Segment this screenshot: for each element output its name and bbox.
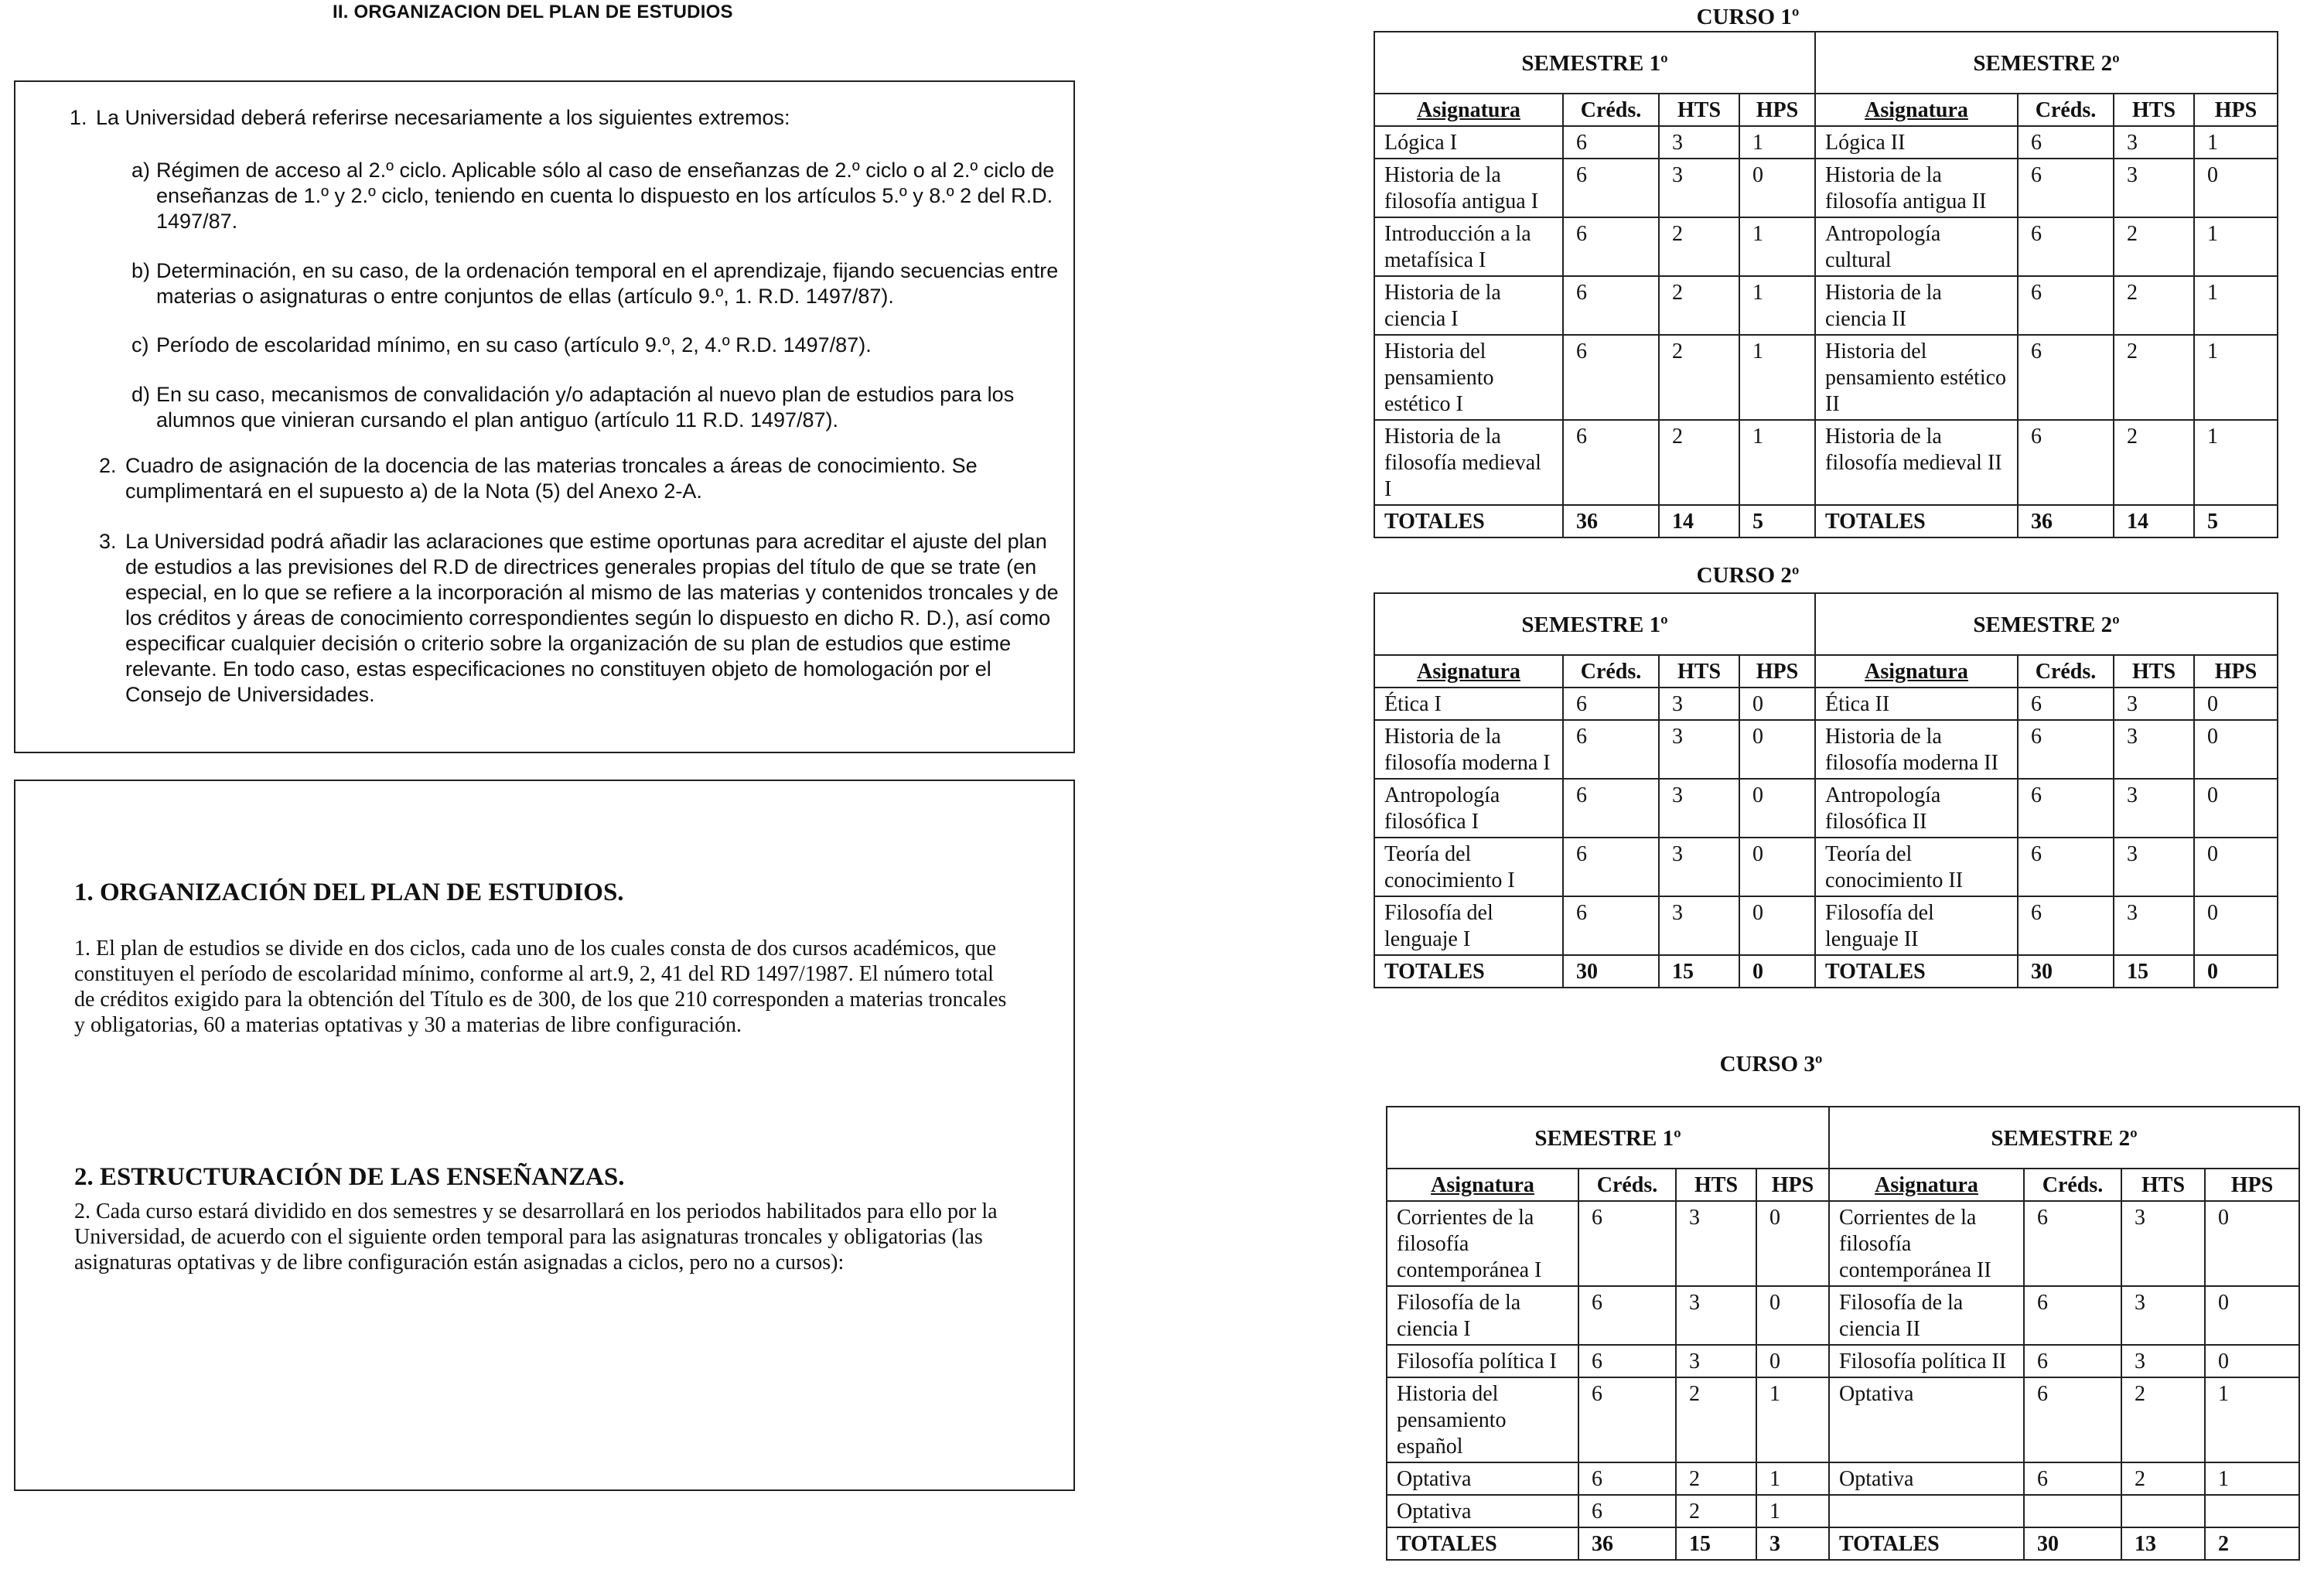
subject-cell: Filosofía de la ciencia II	[1829, 1286, 2024, 1345]
value-cell: 6	[2024, 1286, 2121, 1345]
value-cell: 3	[2121, 1345, 2205, 1377]
item-text: La Universidad deberá referirse necesariamente a los siguientes extremos:	[96, 106, 790, 129]
table-row	[1387, 1345, 2299, 1377]
subject-cell: TOTALES	[1829, 1527, 2024, 1560]
item-letter: a)	[131, 159, 151, 182]
item-text: Régimen de acceso al 2.º ciclo. Aplicable sólo al caso de enseñanzas de 2.º ciclo o al 2.º ciclo de enseñanzas de 1.º y 2.º ciclo, teniendo en cuenta lo dispuesto en los artículos 5.º y 8.º 2 del R.D. 1497/87.	[156, 159, 1055, 233]
instruction-2	[99, 453, 1073, 504]
value-cell: 6	[1563, 420, 1659, 505]
instructions-box	[14, 80, 1075, 753]
table-row	[1374, 505, 2278, 537]
table-row	[1374, 276, 2278, 335]
column-header-creditos: Créds.	[2018, 655, 2114, 688]
value-cell: 6	[2018, 779, 2114, 838]
semester-header-2: SEMESTRE 2º	[1815, 593, 2278, 655]
instruction-1c	[131, 333, 1073, 358]
course-title-3: CURSO 3º	[1719, 1052, 1823, 1077]
value-cell: 3	[2114, 838, 2194, 896]
item-text: Determinación, en su caso, de la ordenación temporal en el aprendizaje, fijando secuencias entre materias o asignaturas o entre conjuntos de ellas (artículo 9.º, 1. R.D. 1497/87).	[156, 259, 1059, 308]
table-row	[1374, 126, 2278, 159]
item-letter: d)	[131, 383, 151, 406]
column-header-hps: HPS	[1756, 1169, 1829, 1201]
value-cell: 0	[1739, 720, 1815, 779]
semester-header-1: SEMESTRE 1º	[1374, 593, 1815, 655]
subject-cell: Lógica I	[1374, 126, 1563, 159]
value-cell: 3	[2114, 126, 2194, 159]
instruction-3	[99, 529, 1073, 708]
semester-header-2: SEMESTRE 2º	[1815, 32, 2278, 94]
value-cell: 2	[1676, 1377, 1756, 1462]
value-cell: 6	[1578, 1495, 1676, 1527]
value-cell: 3	[1676, 1345, 1756, 1377]
plan-description-box	[14, 780, 1075, 1491]
value-cell: 2	[2114, 420, 2194, 505]
instruction-1d	[131, 382, 1073, 433]
table-row	[1387, 1495, 2299, 1527]
value-cell: 0	[1739, 838, 1815, 896]
value-cell: 0	[2194, 720, 2278, 779]
value-cell: 6	[1578, 1345, 1676, 1377]
column-header-hps: HPS	[1739, 94, 1815, 126]
subject-cell: Optativa	[1829, 1462, 2024, 1495]
subject-cell: TOTALES	[1387, 1527, 1578, 1560]
value-cell: 2	[2205, 1527, 2299, 1560]
value-cell: 6	[1578, 1462, 1676, 1495]
item-number: 3.	[99, 530, 117, 553]
value-cell: 30	[2024, 1527, 2121, 1560]
table-row	[1374, 720, 2278, 779]
table-row	[1374, 217, 2278, 276]
column-header-hts: HTS	[1676, 1169, 1756, 1201]
subject-cell: Ética II	[1815, 688, 2018, 720]
subject-cell: Corrientes de la filosofía contemporánea II	[1829, 1201, 2024, 1286]
column-header-hts: HTS	[2121, 1169, 2205, 1201]
course-table-2	[1374, 592, 2278, 988]
value-cell: 15	[2114, 955, 2194, 988]
value-cell: 30	[1563, 955, 1659, 988]
value-cell: 3	[1756, 1527, 1829, 1560]
value-cell: 3	[2114, 159, 2194, 217]
table-row	[1374, 335, 2278, 420]
item-text: Período de escolaridad mínimo, en su caso (artículo 9.º, 2, 4.º R.D. 1497/87).	[156, 333, 872, 357]
value-cell: 0	[2194, 838, 2278, 896]
table-row	[1387, 1462, 2299, 1495]
value-cell: 1	[2194, 126, 2278, 159]
subject-cell: Optativa	[1829, 1377, 2024, 1462]
value-cell: 6	[2024, 1377, 2121, 1462]
value-cell: 2	[1659, 335, 1739, 420]
value-cell: 2	[1676, 1495, 1756, 1527]
section-paragraph-1: 1. El plan de estudios se divide en dos ciclos, cada uno de los cuales consta de dos cursos académicos, que constituyen el período de escolaridad mínimo, conforme al art.9, 2, 41 del RD 1497/1987. El número total de créditos exigido para la obtención del Título es de 300, de los que 210 corresponden a materias troncales y obligatorias, 60 a materias optativas y 30 a materias de libre configuración.	[74, 937, 1007, 1037]
value-cell: 1	[1739, 420, 1815, 505]
item-number: 2.	[99, 454, 117, 477]
table-row	[1374, 955, 2278, 988]
table-row	[1387, 1286, 2299, 1345]
value-cell: 6	[1578, 1286, 1676, 1345]
value-cell: 6	[2018, 159, 2114, 217]
value-cell: 0	[2194, 159, 2278, 217]
value-cell: 2	[1676, 1462, 1756, 1495]
value-cell: 0	[1739, 896, 1815, 955]
subject-cell: Historia de la ciencia I	[1374, 276, 1563, 335]
semester-header-2: SEMESTRE 2º	[1829, 1107, 2299, 1169]
value-cell	[2121, 1495, 2205, 1527]
table-row	[1387, 1201, 2299, 1286]
value-cell: 6	[1563, 217, 1659, 276]
value-cell: 3	[1659, 688, 1739, 720]
value-cell: 1	[1756, 1495, 1829, 1527]
instruction-1a	[131, 158, 1073, 234]
subject-cell: Introducción a la metafísica I	[1374, 217, 1563, 276]
value-cell: 3	[1659, 720, 1739, 779]
value-cell: 6	[1563, 276, 1659, 335]
subject-cell: Optativa	[1387, 1495, 1578, 1527]
column-header-hts: HTS	[1659, 655, 1739, 688]
value-cell: 6	[2018, 217, 2114, 276]
value-cell: 6	[1563, 126, 1659, 159]
value-cell: 0	[1756, 1201, 1829, 1286]
value-cell: 0	[2205, 1201, 2299, 1286]
value-cell: 2	[2121, 1462, 2205, 1495]
value-cell: 36	[2018, 505, 2114, 537]
value-cell: 15	[1659, 955, 1739, 988]
subject-cell: Teoría del conocimiento II	[1815, 838, 2018, 896]
value-cell: 15	[1676, 1527, 1756, 1560]
column-header-asignatura: Asignatura	[1829, 1169, 2024, 1201]
value-cell: 6	[2018, 838, 2114, 896]
value-cell: 36	[1578, 1527, 1676, 1560]
semester-header-1: SEMESTRE 1º	[1387, 1107, 1829, 1169]
value-cell	[2024, 1495, 2121, 1527]
value-cell: 14	[2114, 505, 2194, 537]
subject-cell	[1829, 1495, 2024, 1527]
value-cell: 1	[1739, 217, 1815, 276]
value-cell: 0	[1739, 688, 1815, 720]
column-header-creditos: Créds.	[2018, 94, 2114, 126]
value-cell: 1	[1756, 1462, 1829, 1495]
subject-cell: Filosofía política II	[1829, 1345, 2024, 1377]
value-cell: 0	[1756, 1345, 1829, 1377]
value-cell: 0	[2194, 688, 2278, 720]
subject-cell: Filosofía del lenguaje I	[1374, 896, 1563, 955]
table-row	[1374, 159, 2278, 217]
subject-cell: TOTALES	[1374, 505, 1563, 537]
column-header-creditos: Créds.	[2024, 1169, 2121, 1201]
value-cell: 0	[1739, 955, 1815, 988]
value-cell: 6	[2024, 1201, 2121, 1286]
table-row	[1387, 1527, 2299, 1560]
value-cell: 3	[2114, 779, 2194, 838]
value-cell: 0	[1739, 159, 1815, 217]
column-header-hps: HPS	[1739, 655, 1815, 688]
value-cell: 2	[2114, 335, 2194, 420]
value-cell: 6	[2018, 420, 2114, 505]
table-row	[1387, 1377, 2299, 1462]
value-cell: 1	[1739, 335, 1815, 420]
value-cell: 6	[1578, 1377, 1676, 1462]
value-cell: 2	[1659, 276, 1739, 335]
value-cell: 6	[1563, 838, 1659, 896]
value-cell: 1	[2194, 420, 2278, 505]
value-cell: 6	[2018, 896, 2114, 955]
value-cell: 1	[2194, 276, 2278, 335]
subject-cell: Filosofía del lenguaje II	[1815, 896, 2018, 955]
value-cell: 0	[2205, 1286, 2299, 1345]
value-cell: 14	[1659, 505, 1739, 537]
value-cell: 1	[2205, 1377, 2299, 1462]
subject-cell: Historia de la filosofía medieval I	[1374, 420, 1563, 505]
subject-cell: Historia del pensamiento estético II	[1815, 335, 2018, 420]
subject-cell: Ética I	[1374, 688, 1563, 720]
value-cell: 2	[2121, 1377, 2205, 1462]
value-cell: 0	[2205, 1345, 2299, 1377]
item-text: Cuadro de asignación de la docencia de las materias troncales a áreas de conocimiento. Se cumplimentará en el supuesto a) de la Nota (5) del Anexo 2-A.	[125, 454, 978, 503]
value-cell: 0	[1739, 779, 1815, 838]
column-header-creditos: Créds.	[1563, 94, 1659, 126]
value-cell: 3	[1676, 1286, 1756, 1345]
table-row	[1374, 896, 2278, 955]
table-row	[1374, 779, 2278, 838]
value-cell: 1	[2205, 1462, 2299, 1495]
subject-cell: Historia de la filosofía antigua I	[1374, 159, 1563, 217]
subject-cell: Historia del pensamiento español	[1387, 1377, 1578, 1462]
value-cell: 2	[1659, 420, 1739, 505]
subject-cell: TOTALES	[1815, 955, 2018, 988]
value-cell: 0	[2194, 955, 2278, 988]
value-cell: 3	[2121, 1201, 2205, 1286]
value-cell: 6	[1563, 720, 1659, 779]
value-cell: 13	[2121, 1527, 2205, 1560]
value-cell: 6	[2024, 1345, 2121, 1377]
value-cell: 2	[2114, 217, 2194, 276]
value-cell: 3	[1659, 838, 1739, 896]
subject-cell: TOTALES	[1815, 505, 2018, 537]
table-row	[1374, 420, 2278, 505]
section-heading-2: 2. ESTRUCTURACIÓN DE LAS ENSEÑANZAS.	[74, 1163, 625, 1191]
value-cell: 6	[1563, 159, 1659, 217]
column-header-asignatura: Asignatura	[1387, 1169, 1578, 1201]
value-cell: 3	[2121, 1286, 2205, 1345]
subject-cell: Historia de la ciencia II	[1815, 276, 2018, 335]
value-cell: 2	[2114, 276, 2194, 335]
column-header-creditos: Créds.	[1563, 655, 1659, 688]
subject-cell: Historia de la filosofía moderna I	[1374, 720, 1563, 779]
value-cell: 6	[2018, 688, 2114, 720]
value-cell: 1	[1739, 126, 1815, 159]
value-cell: 6	[1563, 779, 1659, 838]
value-cell: 6	[2018, 276, 2114, 335]
item-number: 1.	[70, 106, 87, 129]
value-cell: 1	[2194, 335, 2278, 420]
subject-cell: Historia de la filosofía medieval II	[1815, 420, 2018, 505]
subject-cell: Historia de la filosofía antigua II	[1815, 159, 2018, 217]
course-table-3	[1386, 1106, 2300, 1561]
value-cell: 0	[2194, 896, 2278, 955]
section-paragraph-2: 2. Cada curso estará dividido en dos semestres y se desarrollará en los periodos habilitados para ello por la Universidad, de acuerdo con el siguiente orden temporal para las asignaturas troncales y obligatorias (las asignaturas optativas y de libre configuración están asignadas a ciclos, pero no a cursos):	[74, 1199, 998, 1274]
value-cell: 1	[1756, 1377, 1829, 1462]
subject-cell: Filosofía de la ciencia I	[1387, 1286, 1578, 1345]
column-header-asignatura: Asignatura	[1815, 94, 2018, 126]
item-text: En su caso, mecanismos de convalidación y/o adaptación al nuevo plan de estudios para los alumnos que vinieran cursando el plan antiguo (artículo 11 R.D. 1497/87).	[156, 383, 1015, 432]
value-cell: 0	[1756, 1286, 1829, 1345]
value-cell: 6	[2024, 1462, 2121, 1495]
column-header-asignatura: Asignatura	[1815, 655, 2018, 688]
value-cell: 2	[1659, 217, 1739, 276]
subject-cell: Antropología filosófica II	[1815, 779, 2018, 838]
subject-cell: Historia del pensamiento estético I	[1374, 335, 1563, 420]
column-header-asignatura: Asignatura	[1374, 655, 1563, 688]
value-cell: 1	[1739, 276, 1815, 335]
column-header-creditos: Créds.	[1578, 1169, 1676, 1201]
value-cell: 6	[1563, 688, 1659, 720]
item-letter: c)	[131, 333, 149, 357]
subject-cell: Lógica II	[1815, 126, 2018, 159]
table-row	[1374, 688, 2278, 720]
value-cell: 1	[2194, 217, 2278, 276]
course-title-1: CURSO 1º	[1696, 5, 1800, 29]
course-title-2: CURSO 2º	[1696, 563, 1800, 588]
value-cell: 3	[1676, 1201, 1756, 1286]
value-cell: 3	[2114, 688, 2194, 720]
value-cell: 30	[2018, 955, 2114, 988]
subject-cell: Filosofía política I	[1387, 1345, 1578, 1377]
subject-cell: Corrientes de la filosofía contemporánea I	[1387, 1201, 1578, 1286]
course-table-1	[1374, 31, 2278, 538]
value-cell: 6	[1563, 896, 1659, 955]
subject-cell: TOTALES	[1374, 955, 1563, 988]
subject-cell: Optativa	[1387, 1462, 1578, 1495]
column-header-hps: HPS	[2205, 1169, 2299, 1201]
value-cell: 3	[2114, 720, 2194, 779]
subject-cell: Antropología cultural	[1815, 217, 2018, 276]
table-row	[1374, 838, 2278, 896]
subject-cell: Antropología filosófica I	[1374, 779, 1563, 838]
subject-cell: Historia de la filosofía moderna II	[1815, 720, 2018, 779]
section-heading-1: 1. ORGANIZACIÓN DEL PLAN DE ESTUDIOS.	[74, 879, 624, 906]
value-cell: 5	[1739, 505, 1815, 537]
instruction-1b	[131, 258, 1073, 309]
column-header-hps: HPS	[2194, 655, 2278, 688]
value-cell: 6	[1563, 335, 1659, 420]
column-header-hts: HTS	[2114, 94, 2194, 126]
value-cell: 5	[2194, 505, 2278, 537]
column-header-asignatura: Asignatura	[1374, 94, 1563, 126]
page-heading: II. ORGANIZACION DEL PLAN DE ESTUDIOS	[333, 2, 733, 22]
item-text: La Universidad podrá añadir las aclaraciones que estime oportunas para acreditar el ajuste del plan de estudios a las previsiones del R.D de directrices generales propias del título de que se trate (en especial, en lo que se refiere a la incorporación al mismo de las materias y contenidos troncales y de los créditos y áreas de conocimiento correspondientes según lo dispuesto en dicho R. D.), así como especificar cualquier decisión o criterio sobre la organización de su plan de estudios que estime relevante. En todo caso, estas especificaciones no constituyen objeto de homologación por el Consejo de Universidades.	[125, 530, 1059, 706]
value-cell: 6	[2018, 335, 2114, 420]
value-cell: 6	[1578, 1201, 1676, 1286]
value-cell: 3	[1659, 896, 1739, 955]
value-cell	[2205, 1495, 2299, 1527]
subject-cell: Teoría del conocimiento I	[1374, 838, 1563, 896]
value-cell: 0	[2194, 779, 2278, 838]
column-header-hts: HTS	[2114, 655, 2194, 688]
value-cell: 36	[1563, 505, 1659, 537]
value-cell: 6	[2018, 126, 2114, 159]
item-letter: b)	[131, 259, 151, 282]
value-cell: 6	[2018, 720, 2114, 779]
value-cell: 3	[1659, 126, 1739, 159]
semester-header-1: SEMESTRE 1º	[1374, 32, 1815, 94]
value-cell: 3	[1659, 159, 1739, 217]
value-cell: 3	[2114, 896, 2194, 955]
instruction-1	[70, 105, 1039, 131]
value-cell: 3	[1659, 779, 1739, 838]
column-header-hps: HPS	[2194, 94, 2278, 126]
column-header-hts: HTS	[1659, 94, 1739, 126]
